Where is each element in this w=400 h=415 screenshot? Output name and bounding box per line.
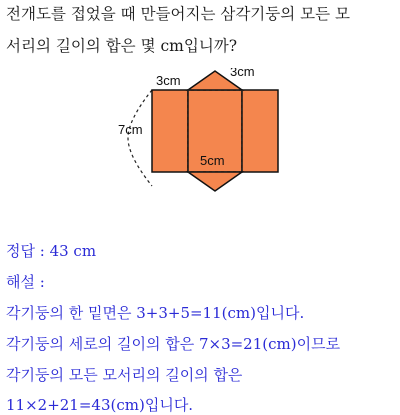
- question-line-2: 서리의 길이의 합은 몇 cm입니까?: [6, 37, 238, 55]
- explanation-line-4: 11×2+21=43(cm)입니다.: [6, 396, 194, 414]
- net-right-rectangle: [242, 90, 278, 172]
- question-line-1: 전개도를 접었을 때 만들어지는 삼각기둥의 모든 모: [6, 5, 350, 23]
- explanation-title: 해설 :: [6, 273, 45, 291]
- label-left: 7cm: [118, 122, 143, 137]
- explanation-line-1: 각기둥의 한 밑면은 3+3+5=11(cm)입니다.: [6, 304, 305, 322]
- net-left-rectangle: [152, 90, 188, 172]
- net-bottom-triangle: [188, 172, 242, 191]
- answer-line: 정답 : 43 cm: [6, 242, 97, 260]
- net-diagram: [0, 68, 400, 198]
- label-bottom: 5cm: [200, 153, 225, 168]
- label-top-left: 3cm: [156, 73, 181, 88]
- explanation-line-3: 각기둥의 모든 모서리의 길이의 합은: [6, 366, 243, 384]
- explanation-line-2: 각기둥의 세로의 길이의 합은 7×3=21(cm)이므로: [6, 335, 341, 353]
- label-top-right: 3cm: [230, 68, 255, 79]
- left-dimension-arc: [128, 90, 152, 186]
